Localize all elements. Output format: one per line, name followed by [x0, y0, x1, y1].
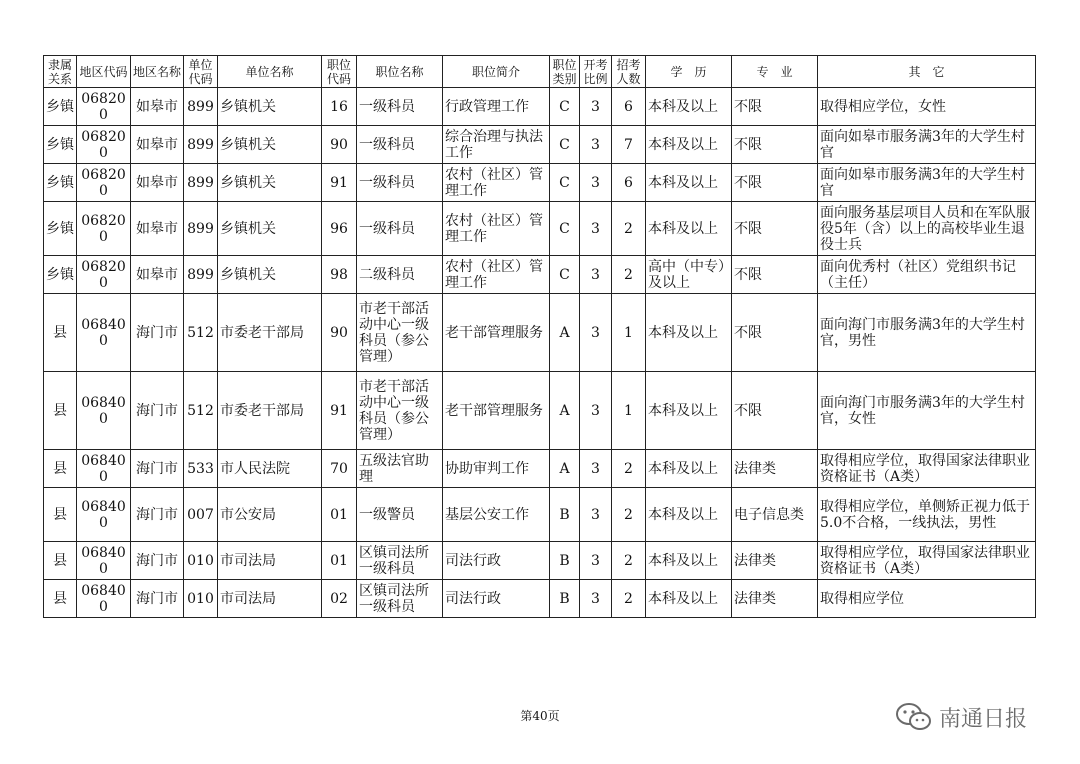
table-cell: 协助审判工作: [443, 450, 550, 488]
wechat-icon: [895, 702, 933, 732]
table-row: [44, 164, 1036, 202]
table-cell: 010: [184, 542, 218, 580]
table-cell: A: [550, 294, 580, 372]
column-header: 学 历: [646, 56, 732, 88]
table-cell: 本科及以上: [646, 126, 732, 164]
table-cell: 068200: [77, 126, 131, 164]
table-cell: 3: [580, 450, 612, 488]
table-cell: 取得相应学位，单侧矫正视力低于5.0不合格，一线执法，男性: [818, 488, 1036, 542]
table-cell: 一级科员: [357, 88, 443, 126]
table-cell: 如皋市: [131, 164, 184, 202]
table-cell: 县: [44, 580, 77, 618]
table-cell: B: [550, 580, 580, 618]
table-cell: 3: [580, 256, 612, 294]
table-cell: 二级科员: [357, 256, 443, 294]
table-cell: 面向海门市服务满3年的大学生村官，男性: [818, 294, 1036, 372]
table-cell: 899: [184, 126, 218, 164]
table-cell: 1: [612, 372, 646, 450]
table-cell: 高中（中专）及以上: [646, 256, 732, 294]
recruitment-table: [43, 55, 1036, 618]
table-cell: 县: [44, 450, 77, 488]
table-cell: 一级科员: [357, 164, 443, 202]
table-cell: 综合治理与执法工作: [443, 126, 550, 164]
table-cell: 不限: [732, 294, 818, 372]
table-cell: 068200: [77, 88, 131, 126]
table-cell: 乡镇机关: [218, 126, 322, 164]
column-header: 招考人数: [612, 56, 646, 88]
table-cell: 乡镇: [44, 256, 77, 294]
table-cell: 司法行政: [443, 580, 550, 618]
column-header: 地区名称: [131, 56, 184, 88]
table-cell: 面向如皋市服务满3年的大学生村官: [818, 126, 1036, 164]
column-header: 隶属关系: [44, 56, 77, 88]
column-header: 开考比例: [580, 56, 612, 88]
table-cell: 16: [322, 88, 357, 126]
table-cell: 068200: [77, 202, 131, 256]
table-cell: 不限: [732, 88, 818, 126]
table-cell: 基层公安工作: [443, 488, 550, 542]
table-cell: 6: [612, 88, 646, 126]
table-cell: 区镇司法所一级科员: [357, 580, 443, 618]
table-cell: 068400: [77, 294, 131, 372]
table-cell: 法律类: [732, 542, 818, 580]
table-cell: 1: [612, 294, 646, 372]
table-cell: 3: [580, 580, 612, 618]
watermark-text: 南通日报: [939, 706, 1028, 732]
table-cell: 3: [580, 164, 612, 202]
table-cell: 01: [322, 542, 357, 580]
table-cell: 2: [612, 580, 646, 618]
table-cell: 取得相应学位，女性: [818, 88, 1036, 126]
watermark: [895, 700, 1027, 734]
table-cell: 512: [184, 372, 218, 450]
table-cell: 3: [580, 542, 612, 580]
table-cell: 90: [322, 294, 357, 372]
table-cell: 6: [612, 164, 646, 202]
table-cell: 农村（社区）管理工作: [443, 202, 550, 256]
table-cell: 法律类: [732, 450, 818, 488]
table-cell: 96: [322, 202, 357, 256]
table-cell: 010: [184, 580, 218, 618]
table-cell: 市老干部活动中心一级科员（参公管理）: [357, 294, 443, 372]
table-row: [44, 88, 1036, 126]
table-cell: 91: [322, 372, 357, 450]
table-cell: 乡镇: [44, 202, 77, 256]
table-cell: 县: [44, 372, 77, 450]
table-cell: 市老干部活动中心一级科员（参公管理）: [357, 372, 443, 450]
table-cell: 海门市: [131, 580, 184, 618]
table-cell: C: [550, 256, 580, 294]
table-cell: 五级法官助理: [357, 450, 443, 488]
table-cell: 老干部管理服务: [443, 294, 550, 372]
table-cell: 068400: [77, 580, 131, 618]
table-cell: 市委老干部局: [218, 372, 322, 450]
table-cell: 如皋市: [131, 256, 184, 294]
table-cell: 本科及以上: [646, 542, 732, 580]
table-cell: 县: [44, 488, 77, 542]
table-cell: 068400: [77, 372, 131, 450]
table-cell: 一级警员: [357, 488, 443, 542]
table-cell: 本科及以上: [646, 580, 732, 618]
table-cell: 02: [322, 580, 357, 618]
table-row: [44, 202, 1036, 256]
table-cell: B: [550, 488, 580, 542]
table-cell: 068200: [77, 164, 131, 202]
table-row: [44, 450, 1036, 488]
table-cell: 乡镇机关: [218, 256, 322, 294]
table-cell: 2: [612, 542, 646, 580]
header-row: [44, 56, 1036, 88]
table-cell: A: [550, 450, 580, 488]
column-header: 地区代码: [77, 56, 131, 88]
table-cell: 本科及以上: [646, 450, 732, 488]
table-cell: 不限: [732, 372, 818, 450]
table-row: [44, 126, 1036, 164]
table-cell: 乡镇机关: [218, 202, 322, 256]
table-cell: 7: [612, 126, 646, 164]
table-cell: 899: [184, 164, 218, 202]
table-cell: 如皋市: [131, 202, 184, 256]
table-cell: 取得相应学位，取得国家法律职业资格证书（A类）: [818, 450, 1036, 488]
table-cell: 乡镇: [44, 88, 77, 126]
table-cell: 不限: [732, 256, 818, 294]
table-cell: 2: [612, 202, 646, 256]
table-cell: 乡镇: [44, 164, 77, 202]
table-cell: 899: [184, 88, 218, 126]
column-header: 单位名称: [218, 56, 322, 88]
table-cell: 3: [580, 372, 612, 450]
table-cell: 海门市: [131, 294, 184, 372]
table-cell: 512: [184, 294, 218, 372]
page-number: 第40页: [520, 709, 560, 723]
table-cell: C: [550, 164, 580, 202]
table-cell: 3: [580, 488, 612, 542]
table-cell: 本科及以上: [646, 88, 732, 126]
table-cell: 海门市: [131, 450, 184, 488]
table-cell: 533: [184, 450, 218, 488]
table-cell: 一级科员: [357, 126, 443, 164]
table-cell: 一级科员: [357, 202, 443, 256]
table-cell: 市人民法院: [218, 450, 322, 488]
table-cell: 面向服务基层项目人员和在军队服役5年（含）以上的高校毕业生退役士兵: [818, 202, 1036, 256]
table-cell: 海门市: [131, 372, 184, 450]
table-cell: 法律类: [732, 580, 818, 618]
table-cell: 068400: [77, 542, 131, 580]
table-cell: 90: [322, 126, 357, 164]
table-row: [44, 580, 1036, 618]
table-cell: 市司法局: [218, 542, 322, 580]
table-cell: 899: [184, 256, 218, 294]
column-header: 单位代码: [184, 56, 218, 88]
table-cell: 91: [322, 164, 357, 202]
table-row: [44, 488, 1036, 542]
table-cell: 市公安局: [218, 488, 322, 542]
column-header: 职位简介: [443, 56, 550, 88]
table-cell: 70: [322, 450, 357, 488]
table-cell: 面向海门市服务满3年的大学生村官，女性: [818, 372, 1036, 450]
column-header: 职位代码: [322, 56, 357, 88]
table-cell: C: [550, 126, 580, 164]
table-cell: 农村（社区）管理工作: [443, 164, 550, 202]
table-cell: 3: [580, 202, 612, 256]
table-cell: 乡镇: [44, 126, 77, 164]
table-cell: 市委老干部局: [218, 294, 322, 372]
table-row: [44, 372, 1036, 450]
table-cell: 98: [322, 256, 357, 294]
table-cell: 2: [612, 256, 646, 294]
table-cell: 市司法局: [218, 580, 322, 618]
table-cell: 2: [612, 450, 646, 488]
table-cell: 068200: [77, 256, 131, 294]
table-cell: 899: [184, 202, 218, 256]
table-cell: 3: [580, 88, 612, 126]
table-cell: 海门市: [131, 488, 184, 542]
table-cell: 01: [322, 488, 357, 542]
table-cell: C: [550, 88, 580, 126]
table-cell: C: [550, 202, 580, 256]
table-cell: 县: [44, 294, 77, 372]
column-header: 职位类别: [550, 56, 580, 88]
table-cell: 007: [184, 488, 218, 542]
table-cell: 3: [580, 294, 612, 372]
table-cell: 电子信息类: [732, 488, 818, 542]
table-cell: 面向优秀村（社区）党组织书记（主任）: [818, 256, 1036, 294]
table-cell: 3: [580, 126, 612, 164]
column-header: 其 它: [818, 56, 1036, 88]
table-cell: 取得相应学位，取得国家法律职业资格证书（A类）: [818, 542, 1036, 580]
table-cell: 068400: [77, 450, 131, 488]
table-cell: 本科及以上: [646, 488, 732, 542]
column-header: 职位名称: [357, 56, 443, 88]
table-cell: 老干部管理服务: [443, 372, 550, 450]
table-cell: 本科及以上: [646, 202, 732, 256]
table-row: [44, 294, 1036, 372]
table-cell: 行政管理工作: [443, 88, 550, 126]
table-cell: 取得相应学位: [818, 580, 1036, 618]
column-header: 专 业: [732, 56, 818, 88]
table-cell: 2: [612, 488, 646, 542]
table-cell: 区镇司法所一级科员: [357, 542, 443, 580]
table-cell: 本科及以上: [646, 294, 732, 372]
table-cell: 本科及以上: [646, 372, 732, 450]
table-cell: 乡镇机关: [218, 164, 322, 202]
table-cell: 海门市: [131, 542, 184, 580]
table-cell: 如皋市: [131, 126, 184, 164]
table-cell: 068400: [77, 488, 131, 542]
table-cell: 不限: [732, 126, 818, 164]
table-row: [44, 256, 1036, 294]
table-cell: 不限: [732, 202, 818, 256]
table-cell: 本科及以上: [646, 164, 732, 202]
table-cell: 如皋市: [131, 88, 184, 126]
table-cell: 司法行政: [443, 542, 550, 580]
table-cell: 县: [44, 542, 77, 580]
table-cell: B: [550, 542, 580, 580]
table-cell: 面向如皋市服务满3年的大学生村官: [818, 164, 1036, 202]
table-cell: 农村（社区）管理工作: [443, 256, 550, 294]
table-cell: 乡镇机关: [218, 88, 322, 126]
table-cell: A: [550, 372, 580, 450]
table-cell: 不限: [732, 164, 818, 202]
table-row: [44, 542, 1036, 580]
